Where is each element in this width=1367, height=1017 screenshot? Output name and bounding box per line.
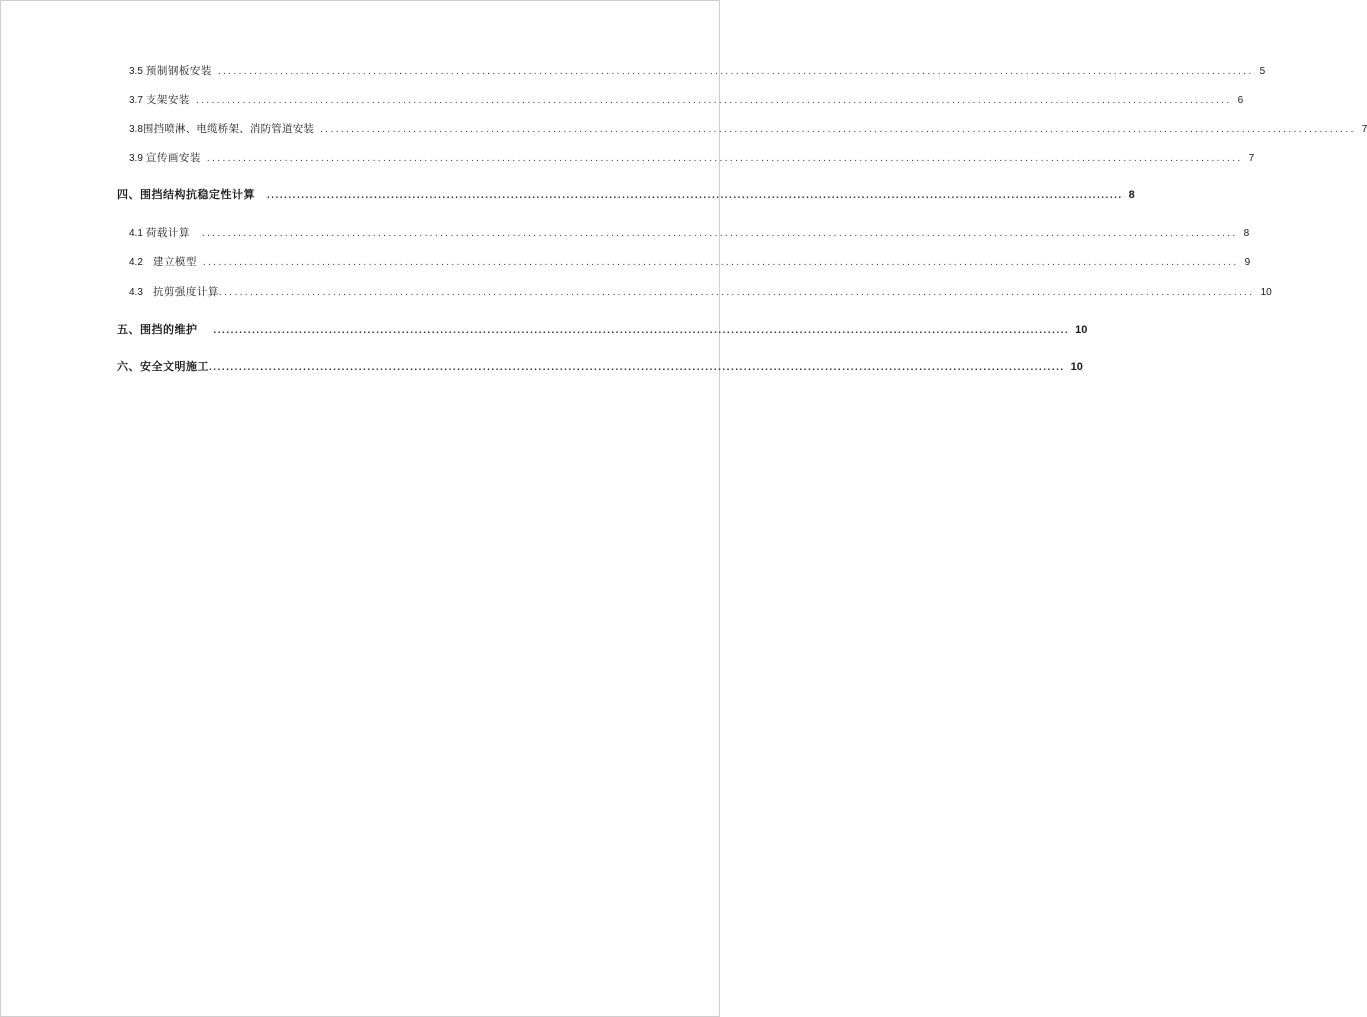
toc-leader-dots: ........................................................................................................................................................................................................ — [202, 257, 1239, 268]
toc-page-number: 5 — [1259, 66, 1266, 77]
toc-entry-number: 4.2 — [129, 257, 143, 268]
toc-entry-number: 3.5 — [129, 66, 143, 77]
toc-entry-title: 支架安装 — [145, 94, 190, 106]
toc-entry-3-8[interactable] — [129, 121, 1367, 136]
toc-entry-3-5[interactable] — [129, 63, 1266, 78]
toc-entry-number: 4.3 — [129, 287, 143, 298]
toc-entry-title: 围挡喷淋、电缆桥架、消防管道安装 — [142, 123, 315, 135]
toc-page-number: 10 — [1260, 287, 1272, 298]
toc-entry-number: 3.8 — [129, 124, 143, 135]
toc-leader-dots: ........................................................................................................................................................................................................ — [320, 124, 1356, 135]
toc-entry-title: 四、围挡结构抗稳定性计算 — [117, 188, 255, 201]
toc-page-number: 9 — [1244, 257, 1251, 268]
toc-leader-dots: ........................................................................................................................................................................................................ — [195, 95, 1232, 106]
toc-entry-number: 4.1 — [129, 228, 143, 239]
toc-entry-number: 3.7 — [129, 95, 143, 106]
toc-entry-4-1[interactable] — [129, 225, 1250, 240]
toc-leader-dots: ........................................................................................................................................................................................................ — [213, 325, 1070, 336]
toc-entry-number: 3.9 — [129, 153, 143, 164]
toc-page-number: 7 — [1361, 124, 1367, 135]
toc-leader-dots: ........................................................................................................................................................................................................ — [267, 190, 1123, 201]
toc-entry-3-9[interactable] — [129, 150, 1255, 165]
toc-page-number: 10 — [1075, 324, 1088, 336]
toc-entry-title: 抗剪强度计算 — [152, 286, 219, 298]
toc-entry-title: 宣传画安装 — [145, 152, 201, 164]
toc-entry-title: 五、围挡的维护 — [117, 323, 198, 336]
toc-page-number: 7 — [1248, 153, 1255, 164]
toc-page-number: 10 — [1070, 361, 1083, 373]
toc-entry-title: 预制钢板安装 — [145, 65, 212, 77]
toc-page-number: 8 — [1243, 228, 1250, 239]
toc-entry-4-2[interactable] — [129, 254, 1251, 269]
toc-entry-title: 六、安全文明施工 — [117, 360, 209, 373]
toc-page-number: 8 — [1128, 189, 1135, 201]
toc-entry-chapter-5[interactable] — [117, 321, 1088, 337]
toc-leader-dots: ........................................................................................................................................................................................................ — [201, 228, 1238, 239]
toc-entry-title: 建立模型 — [152, 256, 197, 268]
toc-entry-chapter-6[interactable] — [117, 358, 1083, 374]
toc-page-number: 6 — [1237, 95, 1244, 106]
toc-leader-dots: ........................................................................................................................................................................................................ — [206, 153, 1243, 164]
toc-entry-title: 荷载计算 — [145, 227, 190, 239]
toc-entry-4-3[interactable] — [129, 284, 1272, 299]
toc-entry-3-7[interactable] — [129, 92, 1244, 107]
toc-leader-dots: ........................................................................................................................................................................................................ — [217, 66, 1254, 77]
toc-leader-dots: ........................................................................................................................................................................................................ — [209, 362, 1065, 373]
toc-leader-dots: ........................................................................................................................................................................................................ — [218, 287, 1255, 298]
toc-entry-chapter-4[interactable] — [117, 186, 1135, 202]
